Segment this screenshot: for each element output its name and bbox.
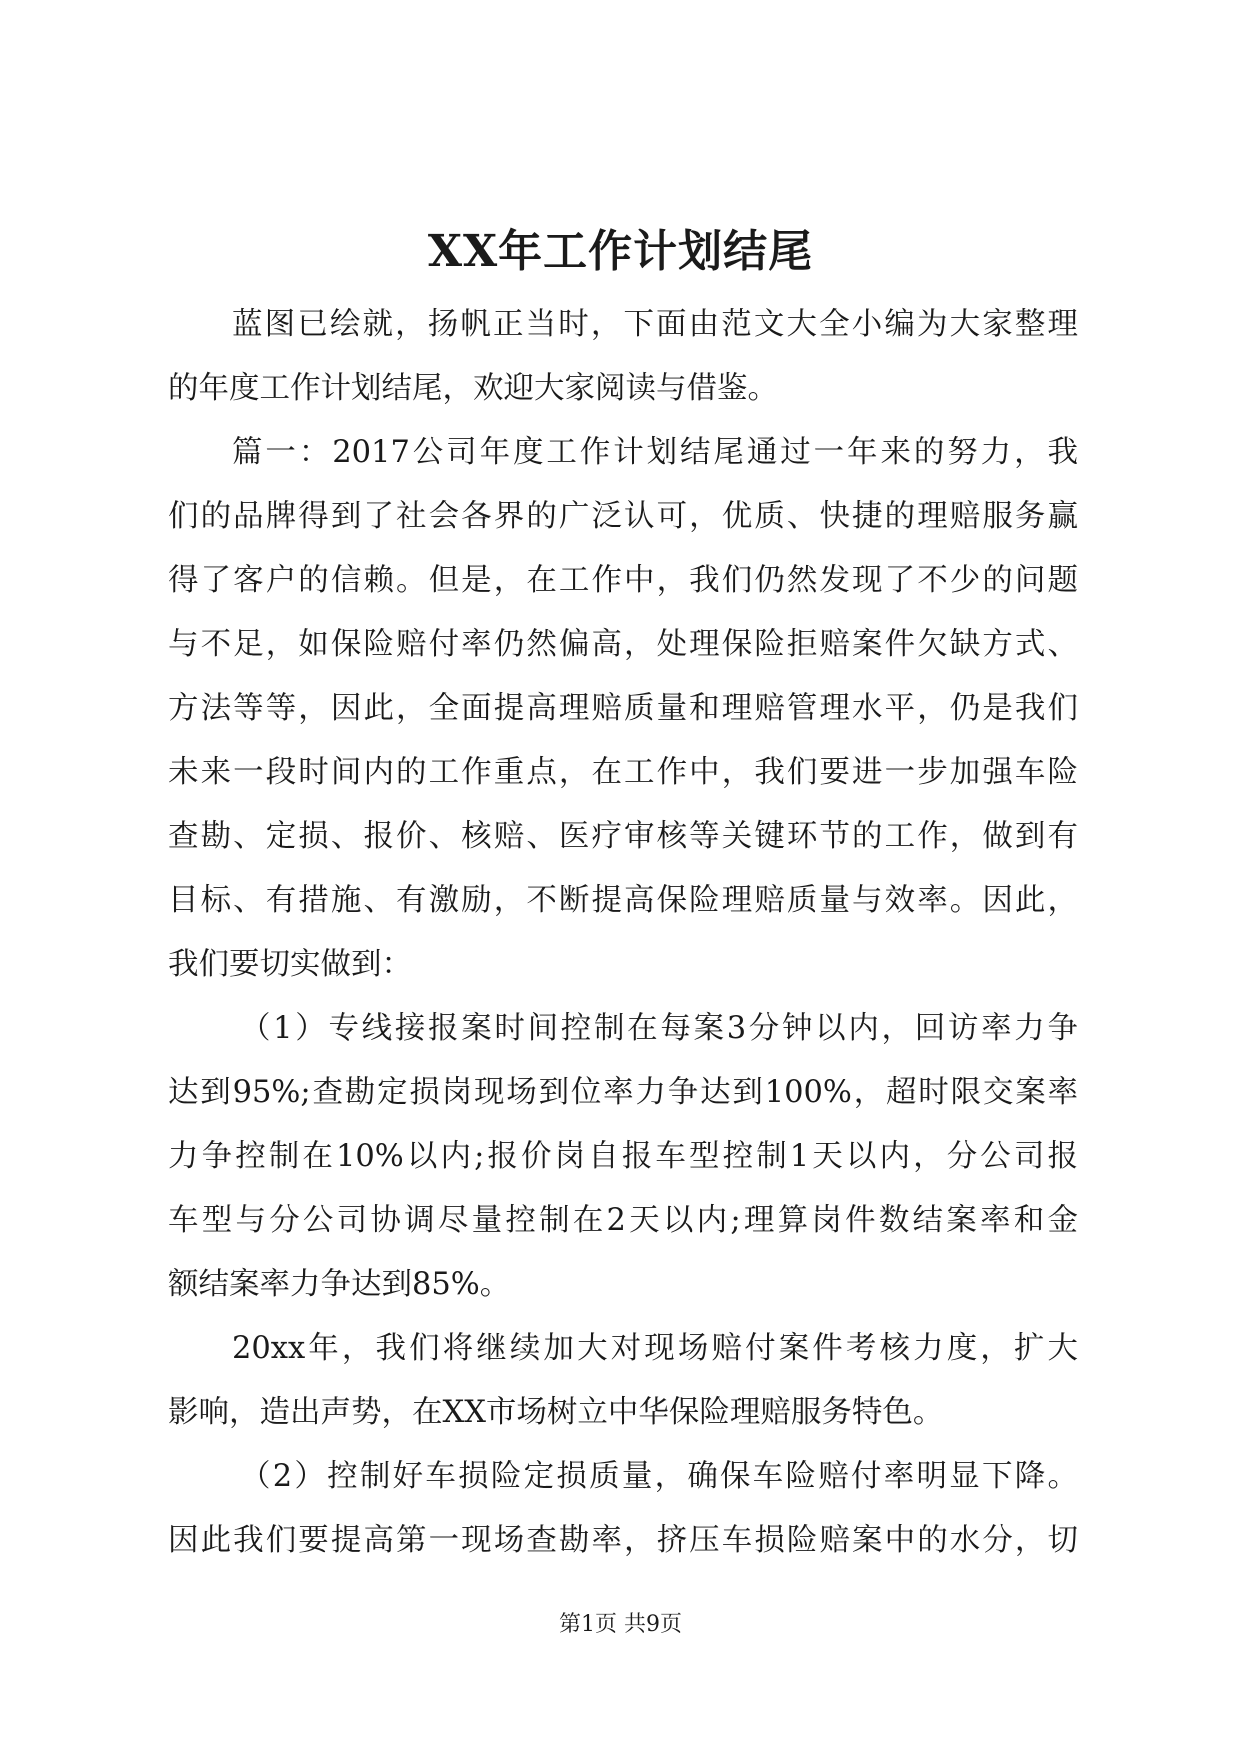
body-line: 额结案率力争达到85%。 — [168, 1267, 511, 1302]
document-body — [168, 293, 1078, 1573]
body-line: （1）专线接报案时间控制在每案3分钟以内，回访率力争 — [240, 1011, 1078, 1046]
body-line: 力争控制在10%以内;报价岗自报车型控制1天以内，分公司报 — [168, 1139, 1078, 1174]
body-line: （2）控制好车损险定损质量，确保车险赔付率明显下降。 — [240, 1459, 1078, 1494]
body-line: 因此我们要提高第一现场查勘率，挤压车损险赔案中的水分，切 — [168, 1523, 1078, 1558]
body-line: 篇一：2017公司年度工作计划结尾通过一年来的努力，我 — [232, 435, 1078, 470]
page-footer: 第1页 共9页 — [559, 1612, 682, 1637]
body-line: 的年度工作计划结尾，欢迎大家阅读与借鉴。 — [168, 371, 778, 406]
body-line: 得了客户的信赖。但是，在工作中，我们仍然发现了不少的问题 — [168, 563, 1078, 598]
body-line: 与不足，如保险赔付率仍然偏高，处理保险拒赔案件欠缺方式、 — [168, 627, 1078, 662]
body-line: 车型与分公司协调尽量控制在2天以内;理算岗件数结案率和金 — [168, 1203, 1078, 1238]
body-line: 达到95%;查勘定损岗现场到位率力争达到100%，超时限交案率 — [168, 1075, 1078, 1110]
body-line: 未来一段时间内的工作重点，在工作中，我们要进一步加强车险 — [168, 755, 1078, 790]
body-line: 影响，造出声势，在XX市场树立中华保险理赔服务特色。 — [168, 1395, 944, 1430]
body-line: 蓝图已绘就，扬帆正当时，下面由范文大全小编为大家整理 — [232, 307, 1078, 342]
body-line: 我们要切实做到： — [168, 947, 412, 982]
body-line: 方法等等，因此，全面提高理赔质量和理赔管理水平，仍是我们 — [168, 691, 1078, 726]
body-line: 们的品牌得到了社会各界的广泛认可，优质、快捷的理赔服务赢 — [168, 499, 1078, 534]
document-title: XX年工作计划结尾 — [427, 226, 814, 277]
body-line: 目标、有措施、有激励，不断提高保险理赔质量与效率。因此， — [168, 883, 1078, 918]
body-line: 20xx年，我们将继续加大对现场赔付案件考核力度，扩大 — [232, 1331, 1078, 1366]
body-line: 查勘、定损、报价、核赔、医疗审核等关键环节的工作，做到有 — [168, 819, 1078, 854]
